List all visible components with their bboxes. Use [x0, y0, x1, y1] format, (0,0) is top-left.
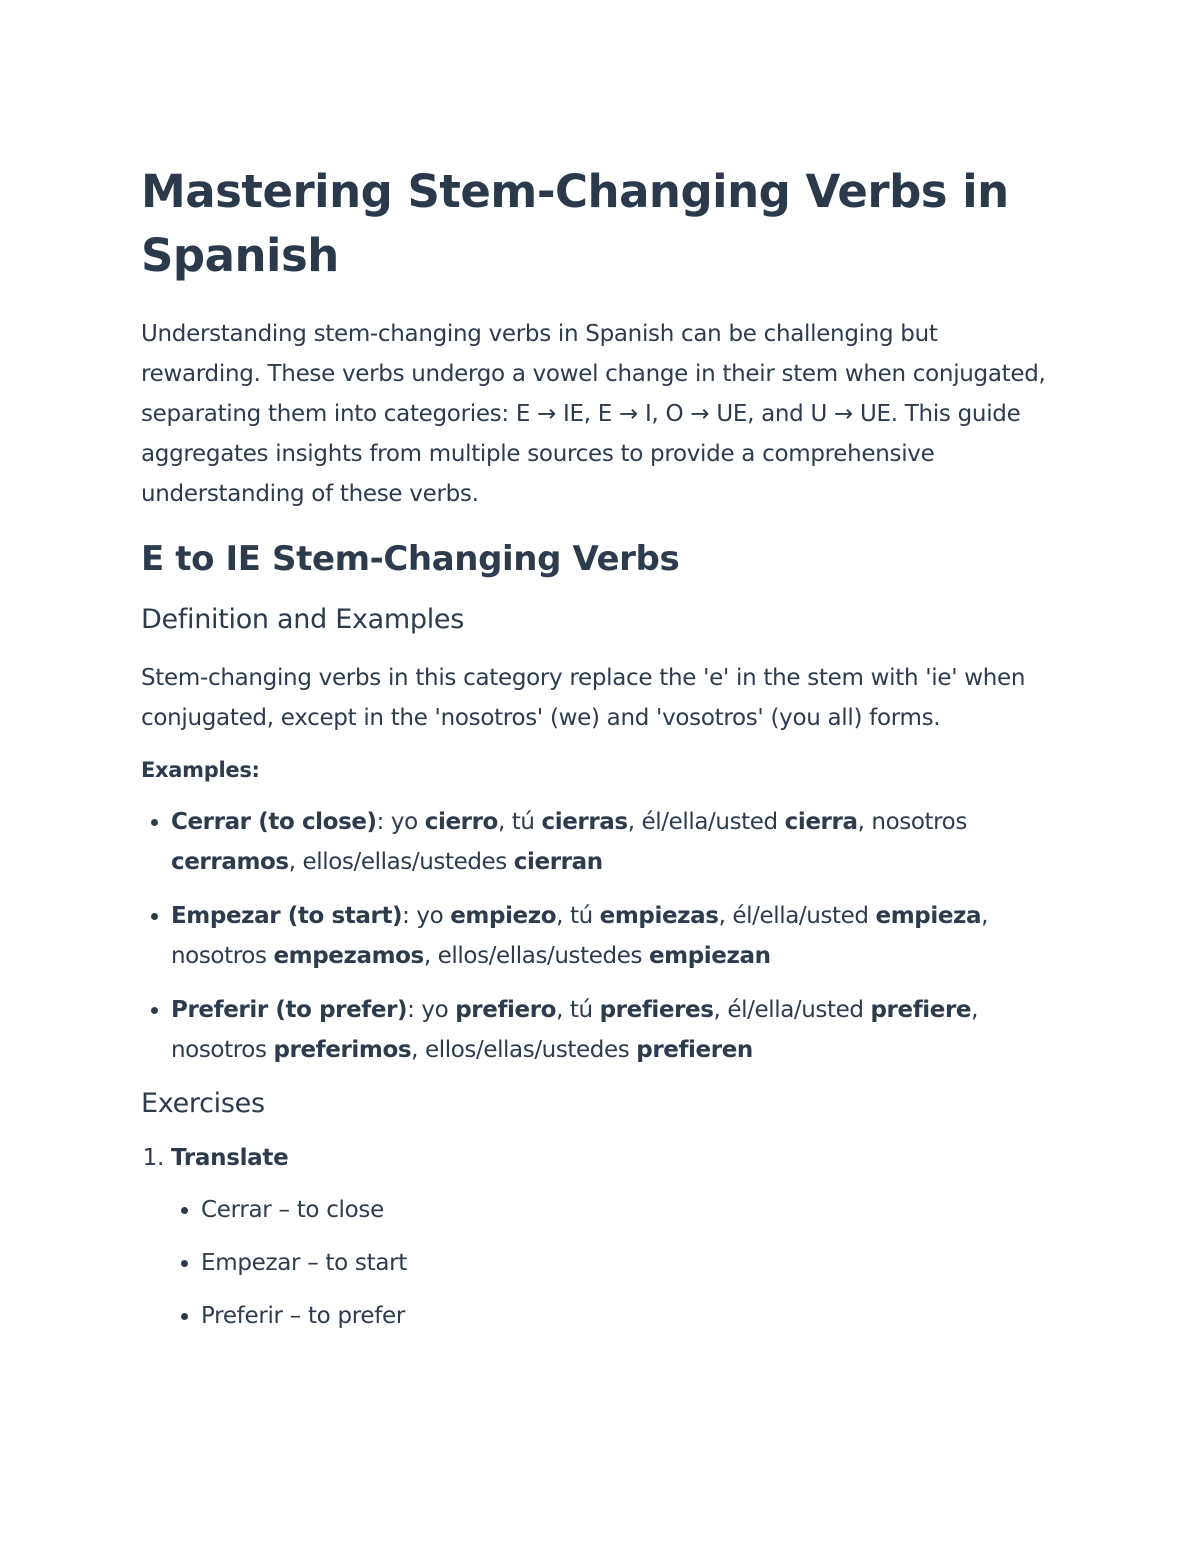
page-title: Mastering Stem-Changing Verbs in Spanish: [141, 165, 1009, 282]
conjugation-nosotros: preferimos: [273, 1037, 412, 1063]
conjugation-yo: prefiero: [455, 997, 557, 1023]
subsection-heading-definition: Definition and Examples: [141, 604, 465, 635]
conjugation-ellos: prefieren: [636, 1037, 753, 1063]
example-item-empezar: • Empezar (to start): yo empiezo, tú empiezas, él/ella/usted empieza, nosotros empezamos, ellos/ellas/ustedes empiezan: [171, 896, 1061, 976]
conjugation-ellos: empiezan: [648, 943, 771, 969]
exercises-list: [141, 1138, 1061, 1336]
conjugation-tu: empiezas: [599, 903, 719, 929]
conjugation-el: cierra: [784, 809, 858, 835]
definition-paragraph: Stem-changing verbs in this category replace the 'e' in the stem with 'ie' when conjugated, except in the 'nosotros' (we) and 'vosotros' (you all) forms.: [141, 665, 1026, 731]
conjugation-yo: cierro: [424, 809, 498, 835]
conjugation-el: prefiere: [870, 997, 972, 1023]
examples-label: Examples:: [141, 758, 260, 782]
translation-item: • Cerrar – to close: [201, 1190, 1061, 1230]
exercise-task: Translate: [171, 1145, 289, 1171]
conjugation-ellos: cierran: [513, 849, 603, 875]
conjugation-nosotros: empezamos: [273, 943, 424, 969]
examples-list: [141, 802, 1061, 1070]
example-item-cerrar: • Cerrar (to close): yo cierro, tú cierras, él/ella/usted cierra, nosotros cerramos, ellos/ellas/ustedes cierran: [171, 802, 1061, 882]
translation-item: • Preferir – to prefer: [201, 1296, 1061, 1336]
exercise-item: [171, 1138, 1061, 1336]
translation-item: • Empezar – to start: [201, 1243, 1061, 1283]
subsection-heading-exercises: Exercises: [141, 1088, 265, 1119]
conjugation-yo: empiezo: [450, 903, 557, 929]
example-item-preferir: • Preferir (to prefer): yo prefiero, tú prefieres, él/ella/usted prefiere, nosotros preferimos, ellos/ellas/ustedes prefieren: [171, 990, 1061, 1070]
example-verb: Empezar (to start): [171, 903, 403, 929]
conjugation-nosotros: cerramos: [171, 849, 289, 875]
translation-list: [171, 1190, 1061, 1336]
conjugation-el: empieza: [875, 903, 982, 929]
example-verb: Cerrar (to close): [171, 809, 377, 835]
section-heading: E to IE Stem-Changing Verbs: [141, 539, 680, 579]
conjugation-tu: cierras: [541, 809, 628, 835]
intro-paragraph: Understanding stem-changing verbs in Spanish can be challenging but rewarding. These verbs undergo a vowel change in their stem when conjugated, separating them into categories: E → IE, E → I, O → UE, and U → UE. This guide aggregates insights from multiple sources to provide a comprehensive understanding of these verbs.: [141, 321, 1046, 507]
document-page: [141, 160, 1061, 1349]
example-verb: Preferir (to prefer): [171, 997, 408, 1023]
conjugation-tu: prefieres: [599, 997, 714, 1023]
